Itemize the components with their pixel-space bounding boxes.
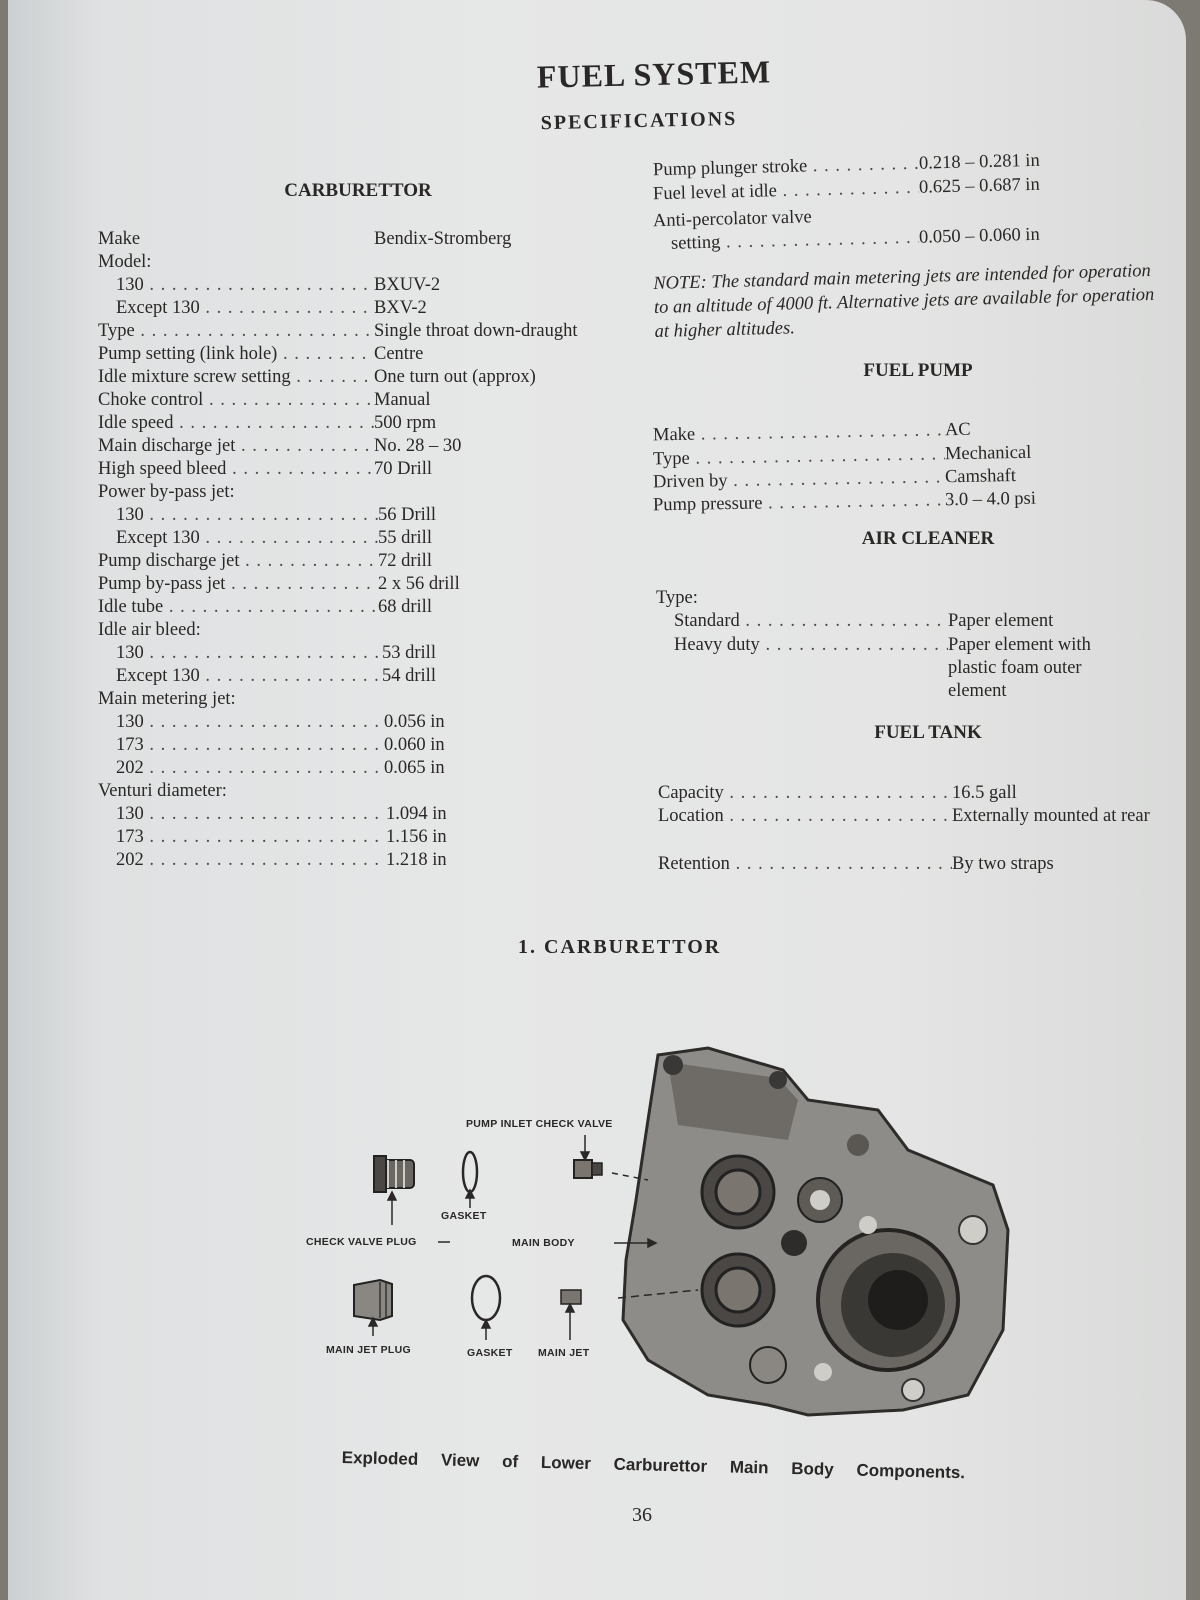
fuel-tank-heading: FUEL TANK [874, 722, 982, 743]
figure-title: 1. CARBURETTOR [518, 936, 722, 958]
page-title: FUEL SYSTEM [536, 53, 772, 95]
spec-value: 0.625 – 0.687 in [918, 174, 1040, 198]
figure-caption: Exploded View of Lower Carburettor Main Body Components. [341, 1448, 966, 1483]
spec-value: 54 drill [382, 666, 436, 686]
spec-value: 68 drill [378, 597, 432, 617]
spec-label: Pump setting (link hole) . . . [98, 343, 374, 366]
spec-label: Driven by . . . [653, 466, 945, 494]
spec-value: 1.094 in [386, 804, 447, 824]
altitude-note: NOTE: The standard main metering jets are intended for operation to an altitude of 4000 ft. Alternative jets are available for operation at higher altitudes. [653, 260, 1155, 342]
spec-label: Heavy duty . . . [656, 634, 948, 703]
carburettor-heading: CARBURETTOR [284, 180, 432, 201]
spec-value: 0.218 – 0.281 in [918, 150, 1040, 174]
spec-label: Main discharge jet . . . [98, 435, 374, 458]
exploded-view-figure [8, 0, 1186, 1600]
spec-value: 500 rpm [374, 413, 437, 433]
label-pump-inlet-check-valve: PUMP INLET CHECK VALVE [466, 1118, 613, 1130]
spec-label: Except 130 . . . [98, 297, 374, 320]
label-check-valve-plug: CHECK VALVE PLUG [306, 1236, 417, 1248]
spec-value: 0.060 in [384, 735, 445, 755]
spec-label: Except 130 . . . [98, 527, 378, 550]
spec-label: 130 . . . [98, 803, 386, 826]
spec-value: 53 drill [382, 643, 436, 663]
spec-label: 173 . . . [98, 734, 384, 757]
gasket-top-part [463, 1152, 477, 1192]
spec-value: 1.218 in [386, 850, 447, 870]
spec-label: Pump discharge jet . . . [98, 550, 378, 573]
spec-label: Type: [656, 588, 698, 608]
spec-value: Manual [374, 390, 431, 410]
pump-inlet-check-valve-part [574, 1160, 602, 1178]
main-jet-plug-part [354, 1280, 392, 1320]
spec-label: Make [98, 229, 141, 249]
label-main-jet: MAIN JET [538, 1347, 590, 1359]
spec-label: High speed bleed . . . [98, 458, 374, 481]
spec-label: Pump by-pass jet . . . [98, 573, 378, 596]
spec-label: Choke control . . . [98, 389, 374, 412]
spec-label: Model: [98, 252, 152, 272]
spec-label: Idle speed . . . [98, 412, 374, 435]
spec-value: 16.5 gall [952, 783, 1017, 803]
spec-value: 72 drill [378, 551, 432, 571]
spec-label: Main metering jet: [98, 689, 236, 709]
page-subtitle: SPECIFICATIONS [540, 107, 738, 135]
spec-label: 130 . . . [98, 504, 378, 527]
spec-value: No. 28 – 30 [374, 436, 462, 456]
spec-value: Mechanical [944, 442, 1032, 465]
spec-value: By two straps [952, 854, 1054, 874]
spec-value: 1.156 in [386, 827, 447, 847]
spec-label: Type . . . [98, 320, 374, 343]
spec-label: Type . . . [653, 443, 945, 471]
spec-value: AC [944, 419, 971, 441]
spec-value: 0.065 in [384, 758, 445, 778]
spec-label: 173 . . . [98, 826, 386, 849]
spec-label: Make . . . [653, 419, 945, 447]
spec-value: Camshaft [944, 466, 1017, 488]
air-cleaner-heading: AIR CLEANER [861, 528, 995, 549]
spec-value: Externally mounted at rear [952, 806, 1150, 826]
label-main-body: MAIN BODY [512, 1237, 575, 1249]
spec-label: Idle mixture screw setting . . . [98, 366, 374, 389]
spec-label: Fuel level at idle . . . [653, 177, 919, 206]
spec-label: 130 . . . [98, 711, 384, 734]
spec-label: Location . . . [658, 805, 952, 828]
spec-value: 0.056 in [384, 712, 445, 732]
spec-label: 130 . . . [98, 274, 374, 297]
spec-value: One turn out (approx) [374, 367, 536, 387]
label-gasket-bottom: GASKET [467, 1347, 513, 1359]
document-page [8, 0, 1186, 1600]
spec-label: Idle tube . . . [98, 596, 378, 619]
spec-label: 202 . . . [98, 757, 384, 780]
spec-value: BXUV-2 [374, 275, 441, 295]
spec-label: 202 . . . [98, 849, 386, 872]
spec-value: Paper element with plastic foam outer element [948, 635, 1091, 701]
spec-value: 0.050 – 0.060 in [918, 224, 1040, 248]
fuel-pump-heading: FUEL PUMP [863, 360, 973, 381]
spec-label: Power by-pass jet: [98, 482, 235, 502]
label-main-jet-plug: MAIN JET PLUG [326, 1344, 411, 1356]
spec-label: Standard . . . [656, 610, 948, 633]
spec-label: Idle air bleed: [98, 620, 201, 640]
spec-value: Paper element [948, 611, 1054, 631]
carburettor-main-body-illustration [623, 1048, 1008, 1415]
spec-value: Bendix-Stromberg [374, 229, 512, 249]
main-jet-part [561, 1290, 581, 1304]
spec-value: Centre [374, 344, 424, 364]
spec-value: 56 Drill [378, 505, 437, 525]
spec-label: Venturi diameter: [98, 781, 227, 801]
label-gasket-top: GASKET [441, 1210, 487, 1222]
gasket-bottom-part [472, 1276, 500, 1320]
spec-value: 2 x 56 drill [378, 574, 460, 594]
spec-label: setting . . . [653, 227, 919, 256]
spec-label: Retention . . . [658, 853, 952, 876]
check-valve-plug-part [374, 1156, 414, 1192]
spec-value: BXV-2 [374, 298, 427, 318]
spec-label: Anti-percolator valve [652, 207, 812, 232]
spec-value: Single throat down-draught [374, 321, 578, 341]
spec-label: Pump pressure . . . [653, 489, 945, 517]
page-number: 36 [632, 1504, 652, 1526]
spec-value: 3.0 – 4.0 psi [944, 488, 1037, 511]
spec-value: 55 drill [378, 528, 432, 548]
spec-label: 130 . . . [98, 642, 382, 665]
spec-label: Except 130 . . . [98, 665, 382, 688]
spec-label: Capacity . . . [658, 782, 952, 805]
spec-label: Pump plunger stroke . . . [653, 153, 919, 182]
spec-value: 70 Drill [374, 459, 433, 479]
